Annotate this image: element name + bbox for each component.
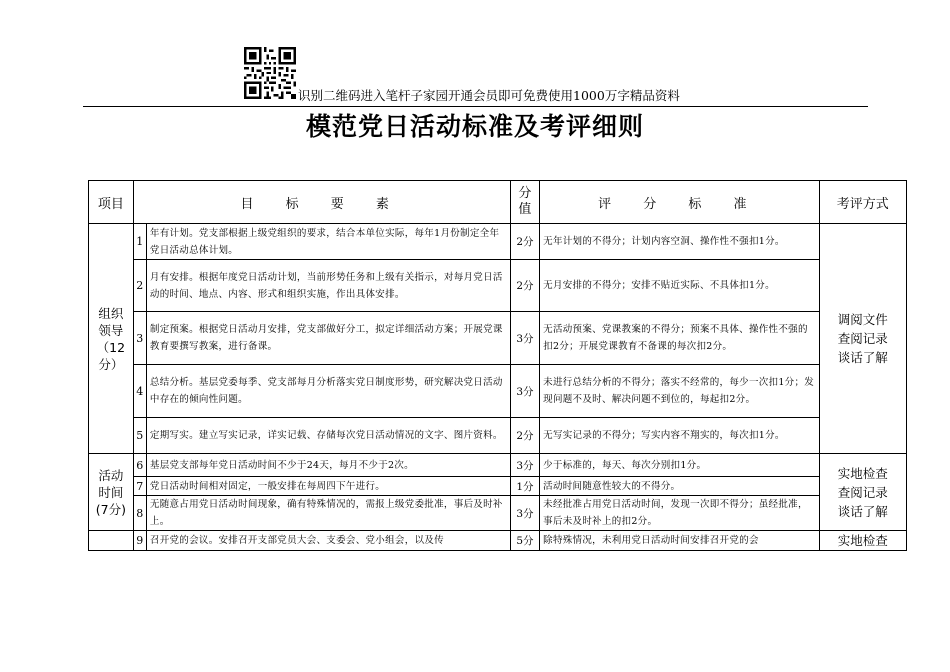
qr-code-icon [244, 47, 296, 99]
target-text: 月有安排。根据年度党日活动计划，当前形势任务和上级有关指示，对每月党日活动的时间、地点、内容、形式和组织实施，作出具体安排。 [146, 260, 510, 312]
score-value: 1分 [510, 477, 539, 496]
item-number: 3 [133, 312, 146, 365]
item-number: 7 [133, 477, 146, 496]
evaluation-method: 实地检查 [819, 531, 906, 551]
table-row [89, 312, 907, 365]
item-number: 2 [133, 260, 146, 312]
document-title: 模范党日活动标准及考评细则 [305, 112, 644, 141]
col-header-method: 考评方式 [819, 181, 906, 224]
col-header-project: 项目 [89, 181, 134, 224]
col-header-criteria: 评 分 标 准 [540, 181, 819, 224]
header-rule [83, 106, 868, 107]
item-number: 4 [133, 365, 146, 418]
target-text: 无随意占用党日活动时间现象，确有特殊情况的，需报上级党委批准，事后及时补上。 [146, 496, 510, 531]
criteria-text: 少于标准的，每天、每次分别扣1分。 [540, 454, 819, 477]
target-text: 定期写实。建立写实记录，详实记载、存储每次党日活动情况的文字、图片资料。 [146, 418, 510, 454]
table-row [89, 496, 907, 531]
table-row [89, 418, 907, 454]
score-value: 2分 [510, 260, 539, 312]
target-text: 基层党支部每年党日活动时间不少于24天，每月不少于2次。 [146, 454, 510, 477]
item-number: 6 [133, 454, 146, 477]
table-row [89, 454, 907, 477]
criteria-text: 活动时间随意性较大的不得分。 [540, 477, 819, 496]
table-row [89, 224, 907, 260]
criteria-text: 无活动预案、党课教案的不得分；预案不具体、操作性不强的扣2分；开展党课教育不备课的每次扣2分。 [540, 312, 819, 365]
target-text: 制定预案。根据党日活动月安排，党支部做好分工，拟定详细活动方案；开展党课教育要撰写教案，进行备课。 [146, 312, 510, 365]
criteria-text: 无写实记录的不得分；写实内容不翔实的，每次扣1分。 [540, 418, 819, 454]
table-row [89, 531, 907, 551]
evaluation-table [88, 180, 907, 551]
evaluation-method: 调阅文件 查阅记录 谈话了解 [819, 224, 906, 454]
item-number: 5 [133, 418, 146, 454]
row-category: 活动 时间 (7分) [89, 454, 134, 531]
score-value: 3分 [510, 496, 539, 531]
col-header-score: 分 值 [510, 181, 539, 224]
score-value: 3分 [510, 454, 539, 477]
criteria-text: 除特殊情况，未利用党日活动时间安排召开党的会 [540, 531, 819, 551]
criteria-text: 未进行总结分析的不得分；落实不经常的，每少一次扣1分；发现问题不及时、解决问题不到位的，每起扣2分。 [540, 365, 819, 418]
col-header-target: 目 标 要 素 [133, 181, 510, 224]
target-text: 年有计划。党支部根据上级党组织的要求，结合本单位实际，每年1月份制定全年党日活动总体计划。 [146, 224, 510, 260]
qr-promo-note: 识别二维码进入笔杆子家园开通会员即可免费使用1000万字精品资料 [298, 88, 680, 103]
criteria-text: 未经批准占用党日活动时间，发现一次即不得分；虽经批准，事后未及时补上的扣2分。 [540, 496, 819, 531]
criteria-text: 无月安排的不得分；安排不贴近实际、不具体扣1分。 [540, 260, 819, 312]
table-row [89, 477, 907, 496]
score-value: 5分 [510, 531, 539, 551]
criteria-text: 无年计划的不得分；计划内容空洞、操作性不强扣1分。 [540, 224, 819, 260]
evaluation-method: 实地检查 查阅记录 谈话了解 [819, 454, 906, 531]
row-category [89, 531, 134, 551]
target-text: 总结分析。基层党委每季、党支部每月分析落实党日制度形势，研究解决党日活动中存在的倾向性问题。 [146, 365, 510, 418]
item-number: 8 [133, 496, 146, 531]
table-header-row [89, 181, 907, 224]
item-number: 9 [133, 531, 146, 551]
score-value: 3分 [510, 312, 539, 365]
score-value: 2分 [510, 224, 539, 260]
score-value: 2分 [510, 418, 539, 454]
table-row [89, 365, 907, 418]
row-category: 组织 领导 （12 分） [89, 224, 134, 454]
target-text: 党日活动时间相对固定，一般安排在每周四下午进行。 [146, 477, 510, 496]
table-row [89, 260, 907, 312]
score-value: 3分 [510, 365, 539, 418]
item-number: 1 [133, 224, 146, 260]
target-text: 召开党的会议。安排召开支部党员大会、支委会、党小组会，以及传 [146, 531, 510, 551]
